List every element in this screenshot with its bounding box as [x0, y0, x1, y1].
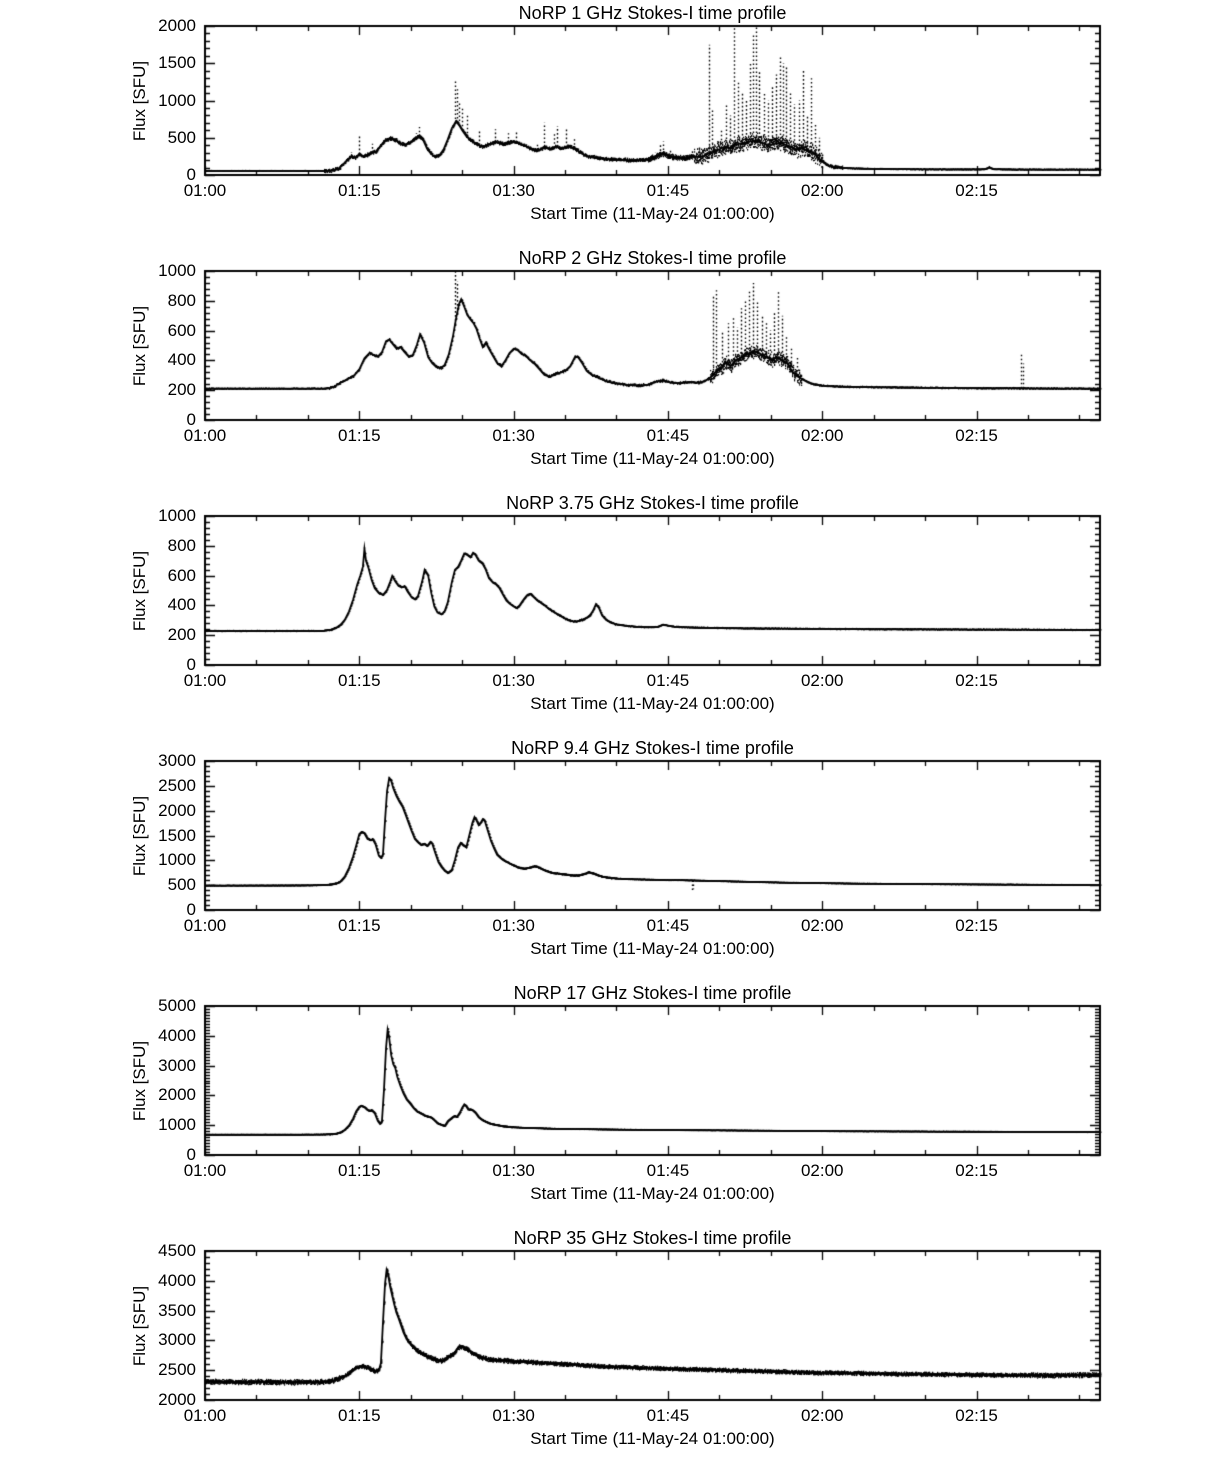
panel-2ghz-ytick-label: 400	[167, 350, 196, 370]
panel-35ghz-xtick-label: 01:30	[492, 1406, 535, 1425]
panel-3-75ghz	[0, 490, 1212, 735]
panel-2ghz	[0, 245, 1212, 490]
panel-1ghz-ytick-label: 2000	[158, 16, 196, 35]
panel-3_75ghz-xtick-label: 01:00	[183, 671, 227, 690]
panel-17ghz-ytick-label: 0	[186, 1145, 196, 1164]
panel-2ghz-xtick-label: 01:00	[183, 426, 227, 445]
panel-1ghz-xtick-label: 01:30	[492, 181, 535, 200]
panel-17ghz-ytick-label: 5000	[158, 996, 196, 1015]
panel-35ghz-ytick-label: 3500	[158, 1300, 196, 1320]
panel-3_75ghz-ytick-label: 0	[186, 655, 196, 674]
panel-3_75ghz-xtick-label: 01:15	[338, 671, 381, 690]
panel-35ghz-ytick-label: 4500	[158, 1241, 196, 1260]
panel-2ghz-ytick-label: 600	[167, 320, 196, 340]
panel-35ghz-xtick-label: 01:00	[183, 1406, 227, 1425]
panel-9-4ghz-ylabel: Flux [SFU]	[130, 795, 149, 877]
panel-3_75ghz-ytick-label: 200	[167, 625, 196, 645]
panel-9_4ghz-ytick-label: 500	[167, 875, 196, 895]
panel-9-4ghz	[0, 735, 1212, 980]
panel-2ghz-xtick-label: 01:15	[338, 426, 381, 445]
panel-17ghz-ytick-label: 1000	[158, 1115, 196, 1135]
panel-9_4ghz-xtick-label: 01:00	[183, 916, 227, 935]
panel-9-4ghz-title: NoRP 9.4 GHz Stokes-I time profile	[511, 738, 794, 758]
panel-35ghz-ytick-label: 3000	[158, 1330, 196, 1350]
panel-9_4ghz-ytick-label: 1000	[158, 850, 196, 870]
panel-35ghz	[0, 1225, 1212, 1479]
panel-35ghz-ytick-label: 4000	[158, 1270, 196, 1290]
panel-1ghz-xtick-label: 01:45	[646, 181, 690, 200]
panel-17ghz-xtick-label: 01:45	[646, 1161, 690, 1180]
panel-17ghz-xlabel: Start Time (11-May-24 01:00:00)	[530, 1184, 775, 1203]
panel-2ghz-xlabel: Start Time (11-May-24 01:00:00)	[530, 449, 775, 468]
panel-3_75ghz-xtick-label: 02:00	[800, 671, 844, 690]
panel-3_75ghz-xtick-label: 01:30	[492, 671, 535, 690]
panel-9_4ghz-ytick-label: 2000	[158, 800, 196, 820]
panel-9_4ghz-ytick-label: 2500	[158, 775, 196, 795]
panel-9-4ghz-xlabel: Start Time (11-May-24 01:00:00)	[530, 939, 775, 958]
panel-1ghz-ytick-label: 500	[167, 127, 196, 147]
panel-35ghz-xtick-label: 01:15	[338, 1406, 381, 1425]
panel-9_4ghz-ytick-label: 1500	[158, 825, 196, 845]
panel-3_75ghz-xtick-label: 01:45	[646, 671, 690, 690]
panel-1ghz-title: NoRP 1 GHz Stokes-I time profile	[518, 3, 787, 23]
panel-2ghz-xtick-label: 01:30	[492, 426, 535, 445]
panel-9_4ghz-xtick-label: 02:15	[955, 916, 998, 935]
panel-1ghz-xtick-label: 02:15	[955, 181, 998, 200]
panel-1ghz-ytick-label: 1500	[158, 53, 196, 73]
panel-35ghz-xtick-label: 02:00	[800, 1406, 844, 1425]
panel-35ghz-ytick-label: 2000	[158, 1390, 196, 1409]
panel-1ghz-xtick-label: 02:00	[800, 181, 844, 200]
panel-3_75ghz-ytick-label: 1000	[158, 506, 196, 525]
panel-3_75ghz-xtick-label: 02:15	[955, 671, 998, 690]
panel-2ghz-xtick-label: 02:00	[800, 426, 844, 445]
panel-3-75ghz-title: NoRP 3.75 GHz Stokes-I time profile	[506, 493, 799, 513]
panel-2ghz-xtick-label: 01:45	[646, 426, 690, 445]
panel-2ghz-ytick-label: 1000	[158, 261, 196, 280]
panel-17ghz-xtick-label: 01:30	[492, 1161, 535, 1180]
panel-1ghz-ytick-label: 0	[186, 165, 196, 184]
panel-1ghz-xlabel: Start Time (11-May-24 01:00:00)	[530, 204, 775, 223]
panel-17ghz-ytick-label: 2000	[158, 1085, 196, 1105]
panel-9_4ghz-ytick-label: 0	[186, 900, 196, 919]
panel-17ghz-title: NoRP 17 GHz Stokes-I time profile	[513, 983, 792, 1003]
panel-1ghz	[0, 0, 1212, 245]
panel-35ghz-xlabel: Start Time (11-May-24 01:00:00)	[530, 1429, 775, 1448]
panel-35ghz-xtick-label: 02:15	[955, 1406, 998, 1425]
panel-9_4ghz-xtick-label: 01:30	[492, 916, 535, 935]
panel-2ghz-ytick-label: 800	[167, 290, 196, 310]
panel-1ghz-ylabel: Flux [SFU]	[130, 60, 149, 142]
panel-17ghz-ylabel: Flux [SFU]	[130, 1040, 149, 1122]
panel-17ghz	[0, 980, 1212, 1225]
panel-9_4ghz-xtick-label: 02:00	[800, 916, 844, 935]
panel-9_4ghz-xtick-label: 01:45	[646, 916, 690, 935]
panel-9_4ghz-xtick-label: 01:15	[338, 916, 381, 935]
panel-3_75ghz-ytick-label: 600	[167, 565, 196, 585]
panel-1ghz-xtick-label: 01:00	[183, 181, 227, 200]
panel-2ghz-title: NoRP 2 GHz Stokes-I time profile	[518, 248, 787, 268]
panel-1ghz-ytick-label: 1000	[158, 90, 196, 110]
panel-35ghz-ytick-label: 2500	[158, 1360, 196, 1380]
panel-17ghz-ytick-label: 4000	[158, 1025, 196, 1045]
panel-17ghz-xtick-label: 02:00	[800, 1161, 844, 1180]
panel-2ghz-ytick-label: 0	[186, 410, 196, 429]
panel-1ghz-xtick-label: 01:15	[338, 181, 381, 200]
panel-2ghz-ylabel: Flux [SFU]	[130, 305, 149, 387]
panel-2ghz-xtick-label: 02:15	[955, 426, 998, 445]
panel-17ghz-xtick-label: 02:15	[955, 1161, 998, 1180]
panel-2ghz-ytick-label: 200	[167, 380, 196, 400]
panel-3_75ghz-ytick-label: 800	[167, 535, 196, 555]
panel-35ghz-ylabel: Flux [SFU]	[130, 1285, 149, 1367]
panel-3-75ghz-ylabel: Flux [SFU]	[130, 550, 149, 632]
panel-17ghz-xtick-label: 01:00	[183, 1161, 227, 1180]
panel-35ghz-title: NoRP 35 GHz Stokes-I time profile	[513, 1228, 792, 1248]
panel-35ghz-xtick-label: 01:45	[646, 1406, 690, 1425]
panel-9_4ghz-ytick-label: 3000	[158, 751, 196, 770]
panel-17ghz-xtick-label: 01:15	[338, 1161, 381, 1180]
panel-3-75ghz-xlabel: Start Time (11-May-24 01:00:00)	[530, 694, 775, 713]
panel-17ghz-ytick-label: 3000	[158, 1055, 196, 1075]
panel-3_75ghz-ytick-label: 400	[167, 595, 196, 615]
